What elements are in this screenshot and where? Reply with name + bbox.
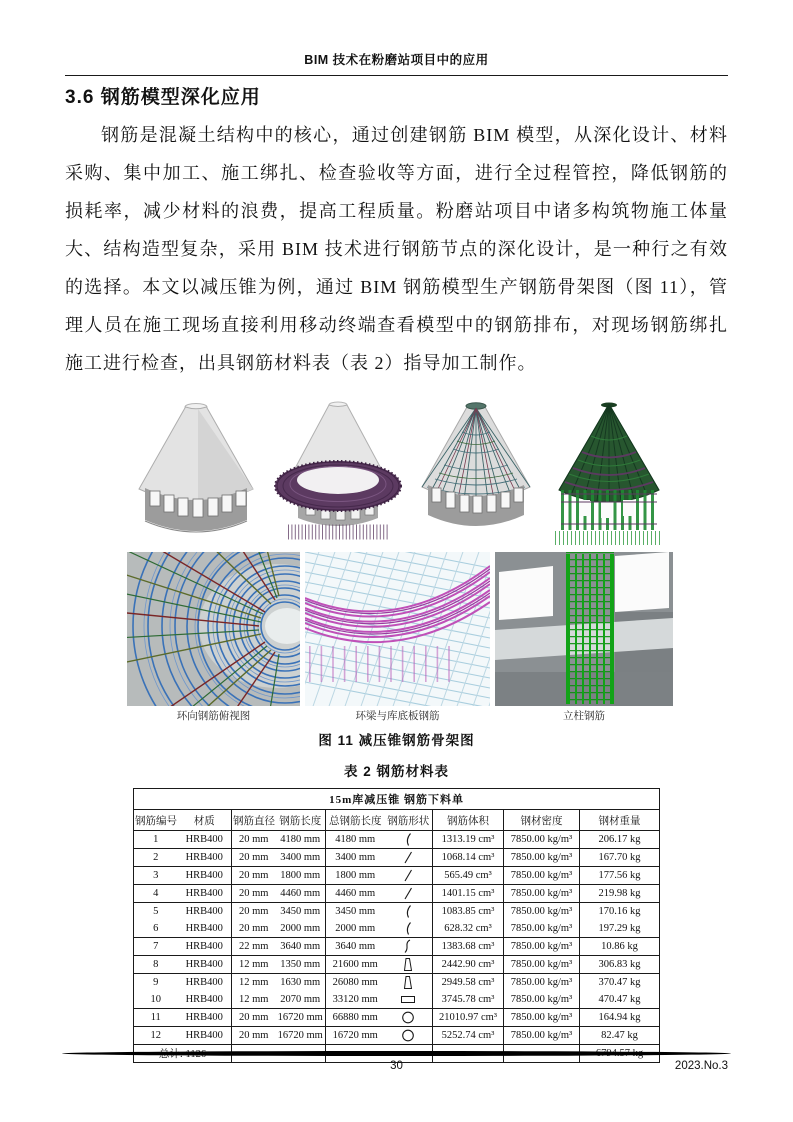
col-header-no: 钢筋编号 [135, 815, 177, 827]
col-header-density: 钢材密度 [504, 810, 580, 831]
volume-cell: 1083.85 cm³ [433, 903, 504, 921]
shape-cell [385, 849, 433, 867]
figure-row-cones [125, 394, 728, 549]
volume-cell: 1401.15 cm³ [433, 885, 504, 903]
table-row [134, 1009, 660, 1027]
diameter-cell: 20 mm [232, 831, 276, 849]
volume-cell: 1383.68 cm³ [433, 938, 504, 956]
volume-cell: 565.49 cm³ [433, 867, 504, 885]
circle-icon [401, 1028, 415, 1043]
diameter-cell: 20 mm [232, 1027, 276, 1045]
trapezoid-icon [402, 957, 414, 972]
length-cell: 16720 mm [277, 1012, 323, 1023]
material-cell: HRB400 [185, 834, 223, 845]
length-cell: 4460 mm [280, 888, 321, 899]
volume-cell: 2442.90 cm³ [433, 956, 504, 974]
material-cell: HRB400 [185, 1030, 223, 1041]
no-cell: 6 [153, 923, 159, 934]
body-paragraph: 钢筋是混凝土结构中的核心，通过创建钢筋 BIM 模型，从深化设计、材料采购、集中加工、施工绑扎、检查验收等方面，进行全过程管控，降低钢筋的损耗率，减少材料的浪费，提高工程质量。粉磨站项目中诸多构筑物施工体量大、结构造型复杂，采用 BIM 技术进行钢筋节点的深化设计，是一种行之有效的选择。本文以减压锥为例，通过 BIM 钢筋模型生产钢筋骨架图（图 11），管理人员在施工现场直接利用移动终端查看模型中的钢筋排布，对现场钢筋绑扎施工进行检查，出具钢筋材料表（表 2）指导加工制作。 [65, 125, 728, 373]
length-cell: 4180 mm [280, 834, 321, 845]
hook-icon [402, 939, 414, 954]
density-cell: 7850.00 kg/m³ [504, 1009, 580, 1027]
caption-ring-beam: 环梁与库底板钢筋 [355, 711, 440, 722]
length-cell: 2070 mm [280, 994, 321, 1005]
running-header [65, 50, 728, 76]
col-header-shape: 钢筋形状 [387, 815, 430, 827]
table-row [134, 903, 660, 921]
shape-cell [385, 920, 433, 938]
shape-cell [385, 1009, 433, 1027]
running-header-title: BIM 技术在粉磨站项目中的应用 [304, 53, 489, 67]
rect-icon [400, 992, 416, 1007]
weight-cell: 170.16 kg [580, 903, 660, 921]
length-cell: 3450 mm [280, 906, 321, 917]
diameter-cell: 20 mm [232, 885, 276, 903]
density-cell: 7850.00 kg/m³ [504, 1027, 580, 1045]
material-cell: HRB400 [185, 1012, 223, 1023]
table-row [134, 885, 660, 903]
volume-cell: 2949.58 cm³ [433, 974, 504, 992]
arc-icon [402, 921, 414, 936]
length-cell: 1350 mm [280, 959, 321, 970]
diameter-cell: 20 mm [232, 867, 276, 885]
material-cell: HRB400 [185, 923, 223, 934]
shape-cell [385, 867, 433, 885]
figure-captions [127, 708, 728, 723]
material-cell: HRB400 [185, 994, 223, 1005]
density-cell: 7850.00 kg/m³ [504, 831, 580, 849]
table-inner-title: 15m库减压锥 钢筋下料单 [329, 794, 465, 806]
rebar-material-table [133, 788, 660, 1063]
diameter-cell: 12 mm [232, 956, 276, 974]
arc-icon [402, 904, 414, 919]
weight-cell: 164.94 kg [580, 1009, 660, 1027]
weight-cell: 306.83 kg [580, 956, 660, 974]
table-row [134, 991, 660, 1009]
slash-icon [402, 886, 414, 901]
slash-icon [402, 850, 414, 865]
volume-cell: 3745.78 cm³ [433, 991, 504, 1009]
total_length-cell: 33120 mm [326, 991, 385, 1009]
col-header-diameter: 钢筋直径 [232, 810, 276, 831]
weight-cell: 82.47 kg [580, 1027, 660, 1045]
footer-rule [62, 1051, 731, 1056]
shape-cell [385, 831, 433, 849]
material-cell: HRB400 [185, 888, 223, 899]
material-cell: HRB400 [185, 906, 223, 917]
total_length-cell: 66880 mm [326, 1009, 385, 1027]
col-header-weight: 钢材重量 [580, 810, 660, 831]
diameter-cell: 12 mm [232, 991, 276, 1009]
total_length-cell: 16720 mm [326, 1027, 385, 1045]
volume-cell: 1068.14 cm³ [433, 849, 504, 867]
total_length-cell: 26080 mm [326, 974, 385, 992]
shape-cell [385, 1027, 433, 1045]
diameter-cell: 20 mm [232, 849, 276, 867]
volume-cell: 1313.19 cm³ [433, 831, 504, 849]
figure-cone-surface-rebar [410, 394, 542, 549]
diameter-cell: 22 mm [232, 938, 276, 956]
total_length-cell: 1800 mm [326, 867, 385, 885]
diameter-cell: 20 mm [232, 1009, 276, 1027]
issue-label: 2023.No.3 [674, 1060, 728, 1072]
no-cell: 1 [153, 834, 159, 845]
table-row [134, 831, 660, 849]
rebar-table-body [134, 831, 660, 1045]
table-row [134, 974, 660, 992]
no-cell: 5 [153, 906, 159, 917]
caption-top-view: 环向钢筋俯视图 [176, 711, 251, 722]
shape-cell [385, 938, 433, 956]
total_length-cell: 4460 mm [326, 885, 385, 903]
col-header-length: 钢筋长度 [279, 815, 322, 827]
no-cell: 2 [153, 852, 159, 863]
density-cell: 7850.00 kg/m³ [504, 903, 580, 921]
weight-cell: 177.56 kg [580, 867, 660, 885]
no-cell: 3 [153, 870, 159, 881]
volume-cell: 21010.97 cm³ [433, 1009, 504, 1027]
total_length-cell: 3400 mm [326, 849, 385, 867]
page-number: 30 [390, 1060, 403, 1072]
length-cell: 16720 mm [277, 1030, 323, 1041]
table-row [134, 938, 660, 956]
density-cell: 7850.00 kg/m³ [504, 974, 580, 992]
density-cell: 7850.00 kg/m³ [504, 956, 580, 974]
material-cell: HRB400 [185, 977, 223, 988]
weight-cell: 197.29 kg [580, 920, 660, 938]
total_length-cell: 2000 mm [326, 920, 385, 938]
no-cell: 4 [153, 888, 159, 899]
density-cell: 7850.00 kg/m³ [504, 991, 580, 1009]
weight-cell: 10.86 kg [580, 938, 660, 956]
trapezoid-icon [402, 975, 414, 990]
table-row [134, 1027, 660, 1045]
slash-icon [402, 868, 414, 883]
total_length-cell: 4180 mm [326, 831, 385, 849]
total_length-cell: 3450 mm [326, 903, 385, 921]
figure-block [65, 394, 728, 749]
col-header-material: 材质 [193, 815, 215, 827]
figure-title: 图 11 减压锥钢筋骨架图 [318, 733, 475, 748]
total_length-cell: 3640 mm [326, 938, 385, 956]
no-cell: 7 [153, 941, 159, 952]
no-cell: 9 [153, 977, 159, 988]
density-cell: 7850.00 kg/m³ [504, 938, 580, 956]
length-cell: 3400 mm [280, 852, 321, 863]
table-row [134, 849, 660, 867]
table-header-row [134, 810, 660, 831]
shape-cell [385, 903, 433, 921]
caption-column: 立柱钢筋 [563, 711, 605, 722]
col-header-total-length: 总钢筋长度 [326, 810, 385, 831]
weight-cell: 219.98 kg [580, 885, 660, 903]
table-row [134, 956, 660, 974]
length-cell: 1800 mm [280, 870, 321, 881]
figure-column-rebar [495, 552, 673, 706]
shape-cell [385, 991, 433, 1009]
no-cell: 11 [150, 1012, 161, 1023]
table-title-row [134, 789, 660, 810]
volume-cell: 5252.74 cm³ [433, 1027, 504, 1045]
figure-circular-rebar-top-view [127, 552, 300, 706]
weight-cell: 206.17 kg [580, 831, 660, 849]
material-cell: HRB400 [185, 941, 223, 952]
diameter-cell: 20 mm [232, 920, 276, 938]
total_length-cell: 21600 mm [326, 956, 385, 974]
length-cell: 1630 mm [280, 977, 321, 988]
weight-cell: 370.47 kg [580, 974, 660, 992]
shape-cell [385, 974, 433, 992]
density-cell: 7850.00 kg/m³ [504, 849, 580, 867]
diameter-cell: 20 mm [232, 903, 276, 921]
length-cell: 3640 mm [280, 941, 321, 952]
figure-ring-beam-slab-rebar [305, 552, 490, 706]
weight-cell: 167.70 kg [580, 849, 660, 867]
section-heading: 3.6 钢筋模型深化应用 [65, 87, 261, 108]
diameter-cell: 12 mm [232, 974, 276, 992]
no-cell: 12 [150, 1030, 161, 1041]
col-header-volume: 钢筋体积 [433, 810, 504, 831]
table-caption: 表 2 钢筋材料表 [343, 764, 449, 779]
length-cell: 2000 mm [280, 923, 321, 934]
volume-cell: 628.32 cm³ [433, 920, 504, 938]
density-cell: 7850.00 kg/m³ [504, 920, 580, 938]
figure-cone-ring-rebar [270, 394, 407, 549]
figure-row-details [127, 552, 728, 706]
table-row [134, 920, 660, 938]
figure-cone-full-rebar [545, 394, 674, 549]
arc-icon [402, 832, 414, 847]
figure-cone-plain [125, 394, 267, 549]
weight-cell: 470.47 kg [580, 991, 660, 1009]
material-cell: HRB400 [185, 852, 223, 863]
no-cell: 10 [150, 994, 161, 1005]
density-cell: 7850.00 kg/m³ [504, 867, 580, 885]
table-row [134, 867, 660, 885]
circle-icon [401, 1010, 415, 1025]
shape-cell [385, 956, 433, 974]
shape-cell [385, 885, 433, 903]
density-cell: 7850.00 kg/m³ [504, 885, 580, 903]
material-cell: HRB400 [185, 959, 223, 970]
no-cell: 8 [153, 959, 159, 970]
material-cell: HRB400 [185, 870, 223, 881]
